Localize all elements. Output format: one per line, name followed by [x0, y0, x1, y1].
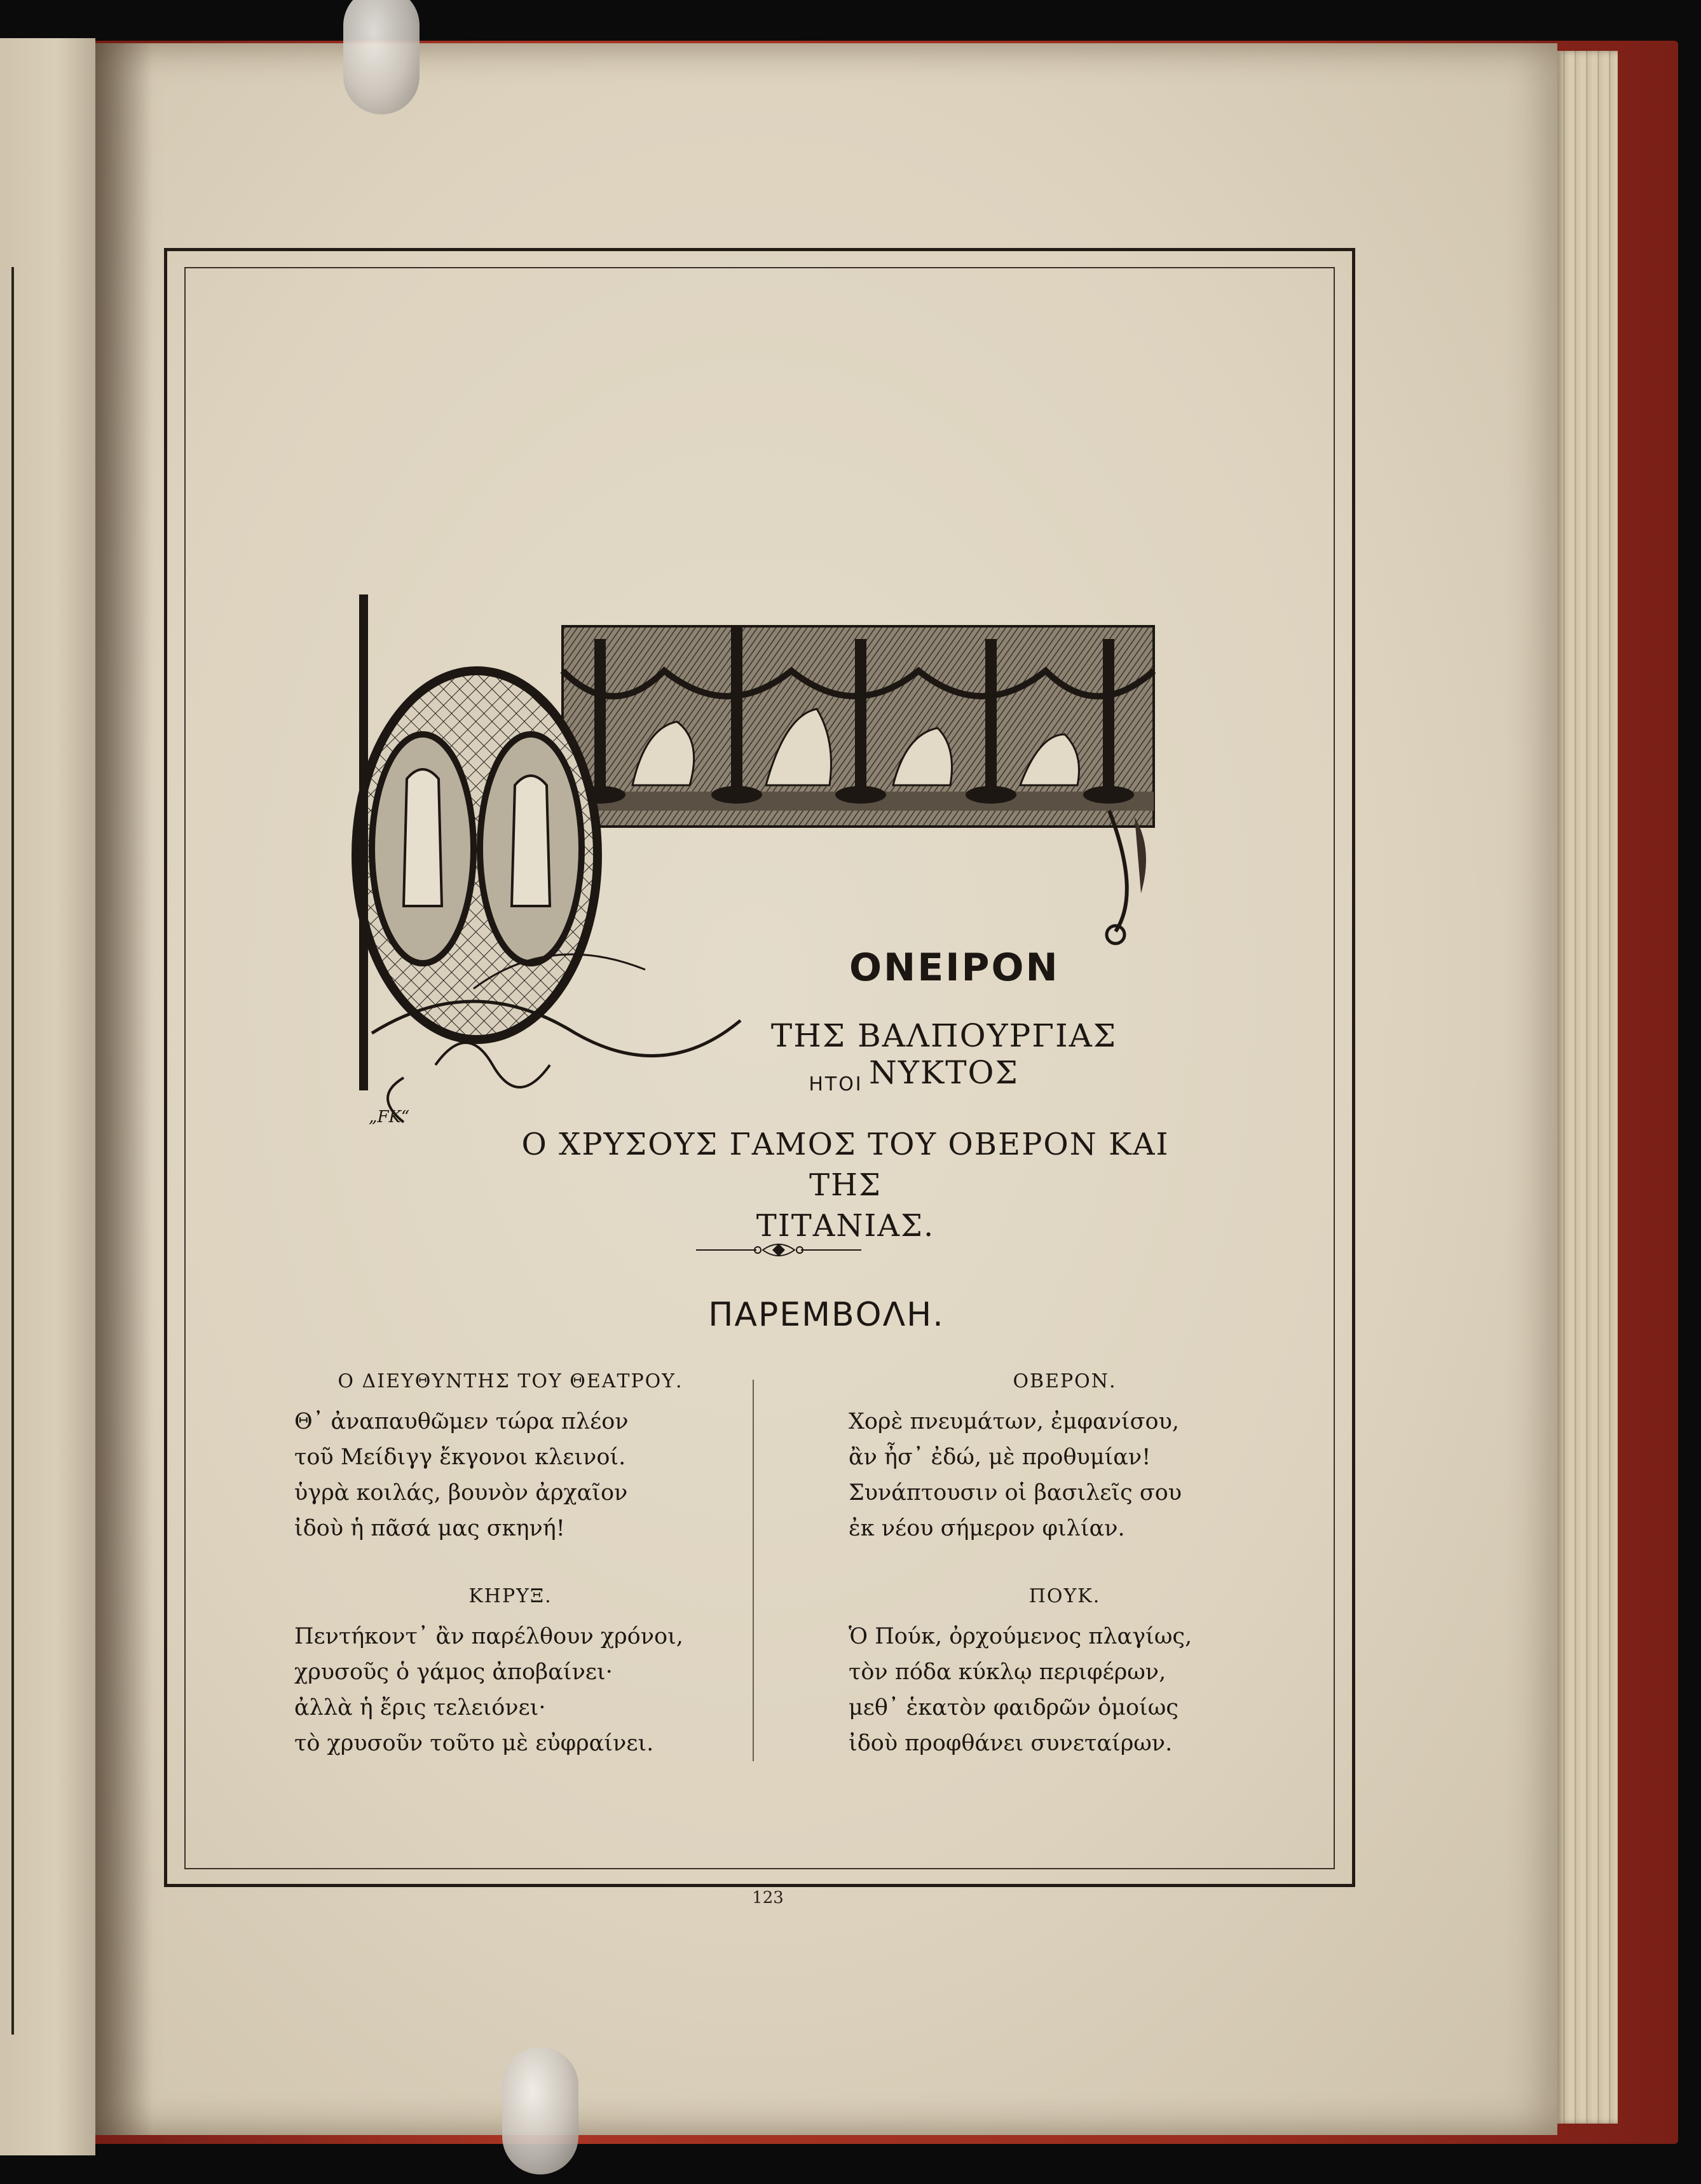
verse-lines	[849, 1619, 1281, 1761]
verse-line: ἐκ νέου σήμερον φιλίαν.	[849, 1516, 1125, 1541]
verse-line: τοῦ Μείδιγγ ἔκγονοι κλεινοί.	[294, 1445, 626, 1470]
subtitle-connector: ΗΤΟΙ	[809, 1073, 863, 1095]
gutter-shadow	[95, 43, 153, 2135]
speaker-name: ΟΒΕΡΟΝ.	[1013, 1370, 1117, 1392]
subtitle-secondary-line-2: ΤΙΤΑΝΙΑΣ.	[756, 1208, 935, 1244]
page-clip-bottom	[502, 2047, 578, 2174]
verse-line: Πεντήκοντ᾿ ἂν παρέλθουν χρόνοι,	[294, 1624, 683, 1649]
verse-line: ἰδοὺ ἡ πᾶσά μας σκηνή!	[294, 1516, 565, 1541]
column-divider	[753, 1380, 754, 1761]
page-number: 123	[752, 1888, 784, 1907]
verse-line: Χορὲ πνευμάτων, ἐμφανίσου,	[849, 1409, 1180, 1434]
verse-lines	[294, 1404, 727, 1546]
page-clip-top	[343, 0, 420, 114]
left-page-edge	[0, 38, 95, 2155]
subtitle: ΤΗΣ ΒΑΛΠΟΥΡΓΙΑΣ ΝΥΚΤΟΣ	[770, 1017, 1117, 1091]
verse-block	[294, 1585, 727, 1761]
verse-line: Ὁ Πούκ, ὀρχούμενος πλαγίως,	[849, 1624, 1192, 1649]
verse-block	[849, 1370, 1281, 1546]
verse-line: ἂν ἦσ᾿ ἐδώ, μὲ προθυμίαν!	[849, 1445, 1151, 1470]
verse-line: ἰδοὺ προφθάνει συνεταίρων.	[849, 1731, 1173, 1756]
verse-lines	[294, 1619, 727, 1761]
verse-line: Θ᾿ ἀναπαυθῶμεν τώρα πλέον	[294, 1409, 629, 1434]
speaker-name: ΠΟΥΚ.	[1028, 1585, 1101, 1607]
page-fore-edges	[1557, 51, 1618, 2124]
page-title: ΟΝΕΙΡΟΝ	[849, 945, 1060, 990]
section-heading: ΠΑΡΕΜΒΟΛΗ.	[708, 1296, 945, 1334]
subtitle-secondary	[496, 1124, 1195, 1246]
speaker-name: Ο ΔΙΕΥΘΥΝΤΗΣ ΤΟΥ ΘΕΑΤΡΟΥ.	[338, 1370, 683, 1392]
left-page-frame-line	[11, 267, 14, 2035]
verse-line: ὑγρὰ κοιλάς, βουνὸν ἀρχαῖον	[294, 1480, 628, 1506]
verse-line: τὸ χρυσοῦν τοῦτο μὲ εὐφραίνει.	[294, 1731, 654, 1756]
ornamental-divider	[696, 1237, 861, 1263]
verse-line: ἀλλὰ ἡ ἔρις τελειόνει·	[294, 1695, 546, 1720]
verse-block	[849, 1585, 1281, 1761]
verse-block	[294, 1370, 727, 1546]
artist-monogram: „FK“	[369, 1108, 410, 1127]
verse-line: Συνάπτουσιν οἱ βασιλεῖς σου	[849, 1480, 1182, 1506]
subtitle-secondary-line-1: Ο ΧΡΥΣΟΥΣ ΓΑΜΟΣ ΤΟΥ ΟΒΕΡΟΝ ΚΑΙ ΤΗΣ	[521, 1127, 1170, 1203]
verse-line: τὸν πόδα κύκλῳ περιφέρων,	[849, 1659, 1166, 1685]
verse-lines	[849, 1404, 1281, 1546]
verse-line: μεθ᾿ ἑκατὸν φαιδρῶν ὁμοίως	[849, 1695, 1178, 1720]
speaker-name: ΚΗΡΥΞ.	[468, 1585, 552, 1607]
verse-line: χρυσοῦς ὁ γάμος ἀποβαίνει·	[294, 1659, 613, 1685]
